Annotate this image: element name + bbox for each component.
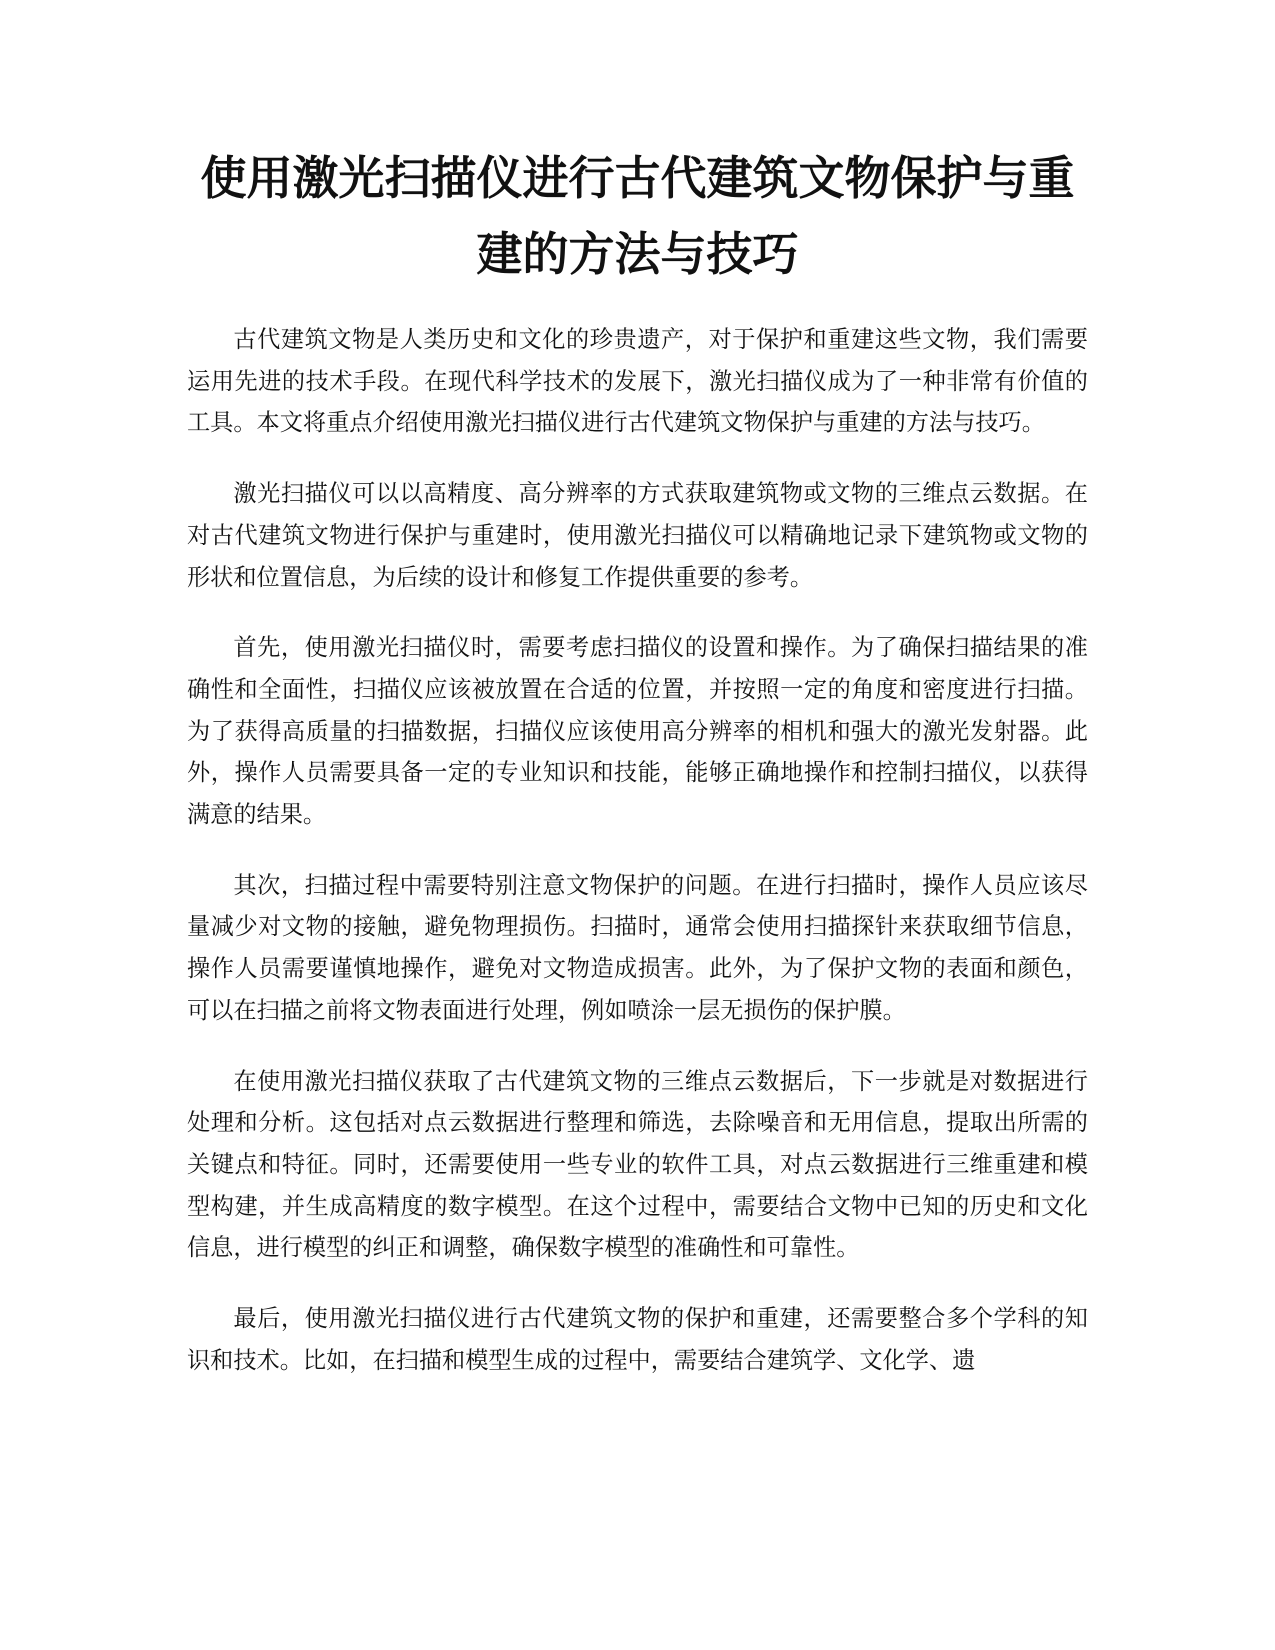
document-title: 使用激光扫描仪进行古代建筑文物保护与重建的方法与技巧 bbox=[200, 151, 1075, 281]
paragraph-setup: 首先，使用激光扫描仪时，需要考虑扫描仪的设置和操作。为了确保扫描结果的准确性和全面性，扫描仪应该被放置在合适的位置，并按照一定的角度和密度进行扫描。为了获得高质量的扫描数据，扫描仪应该使用高分辨率的相机和强大的激光发射器。此外，操作人员需要具备一定的专业知识和技能，能够正确地操作和控制扫描仪，以获得满意的结果。 bbox=[187, 634, 1088, 829]
paragraph-point-cloud: 激光扫描仪可以以高精度、高分辨率的方式获取建筑物或文物的三维点云数据。在对古代建筑文物进行保护与重建时，使用激光扫描仪可以精确地记录下建筑物或文物的形状和位置信息，为后续的设计和修复工作提供重要的参考。 bbox=[187, 480, 1088, 591]
paragraph-processing: 在使用激光扫描仪获取了古代建筑文物的三维点云数据后，下一步就是对数据进行处理和分析。这包括对点云数据进行整理和筛选，去除噪音和无用信息，提取出所需的关键点和特征。同时，还需要使用一些专业的软件工具，对点云数据进行三维重建和模型构建，并生成高精度的数字模型。在这个过程中，需要结合文物中已知的历史和文化信息，进行模型的纠正和调整，确保数字模型的准确性和可靠性。 bbox=[187, 1067, 1088, 1262]
paragraph-interdisciplinary: 最后，使用激光扫描仪进行古代建筑文物的保护和重建，还需要整合多个学科的知识和技术。比如，在扫描和模型生成的过程中，需要结合建筑学、文化学、遗 bbox=[187, 1305, 1088, 1374]
paragraph-intro: 古代建筑文物是人类历史和文化的珍贵遗产，对于保护和重建这些文物，我们需要运用先进的技术手段。在现代科学技术的发展下，激光扫描仪成为了一种非常有价值的工具。本文将重点介绍使用激光扫描仪进行古代建筑文物保护与重建的方法与技巧。 bbox=[187, 326, 1088, 437]
paragraph-protection: 其次，扫描过程中需要特别注意文物保护的问题。在进行扫描时，操作人员应该尽量减少对文物的接触，避免物理损伤。扫描时，通常会使用扫描探针来获取细节信息，操作人员需要谨慎地操作，避免对文物造成损害。此外，为了保护文物的表面和颜色，可以在扫描之前将文物表面进行处理，例如喷涂一层无损伤的保护膜。 bbox=[187, 871, 1088, 1024]
document-body bbox=[187, 319, 1088, 1410]
